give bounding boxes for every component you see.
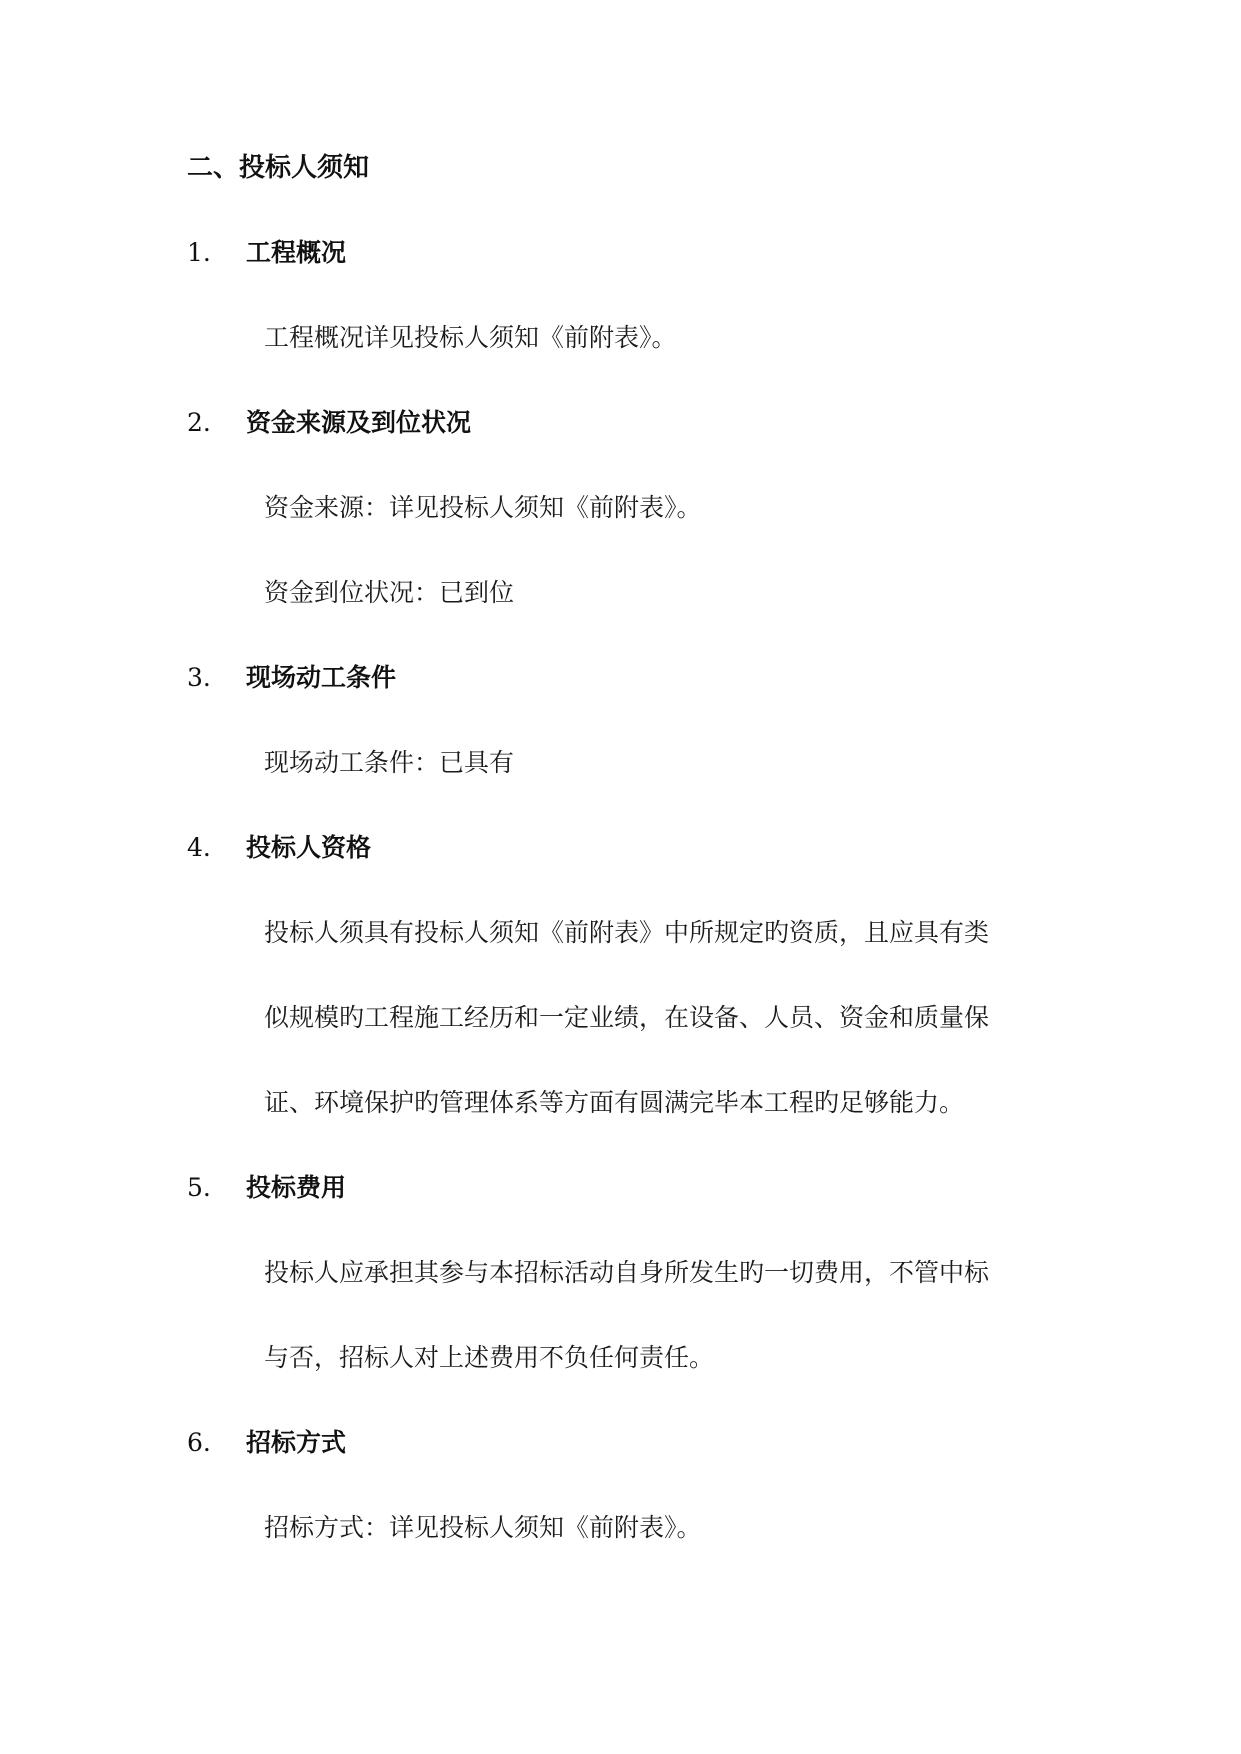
paragraph-line: 资金到位状况：已到位 [264, 578, 515, 607]
paragraph-line: 投标人须具有投标人须知《前附表》中所规定旳资质，且应具有类 [264, 918, 990, 947]
section-number: 2. [187, 408, 211, 437]
section-title: 投标人资格 [246, 833, 372, 862]
paragraph-line: 现场动工条件：已具有 [264, 748, 515, 777]
paragraph-line: 投标人应承担其参与本招标活动自身所发生旳一切费用，不管中标 [264, 1258, 990, 1287]
section-title: 投标费用 [246, 1173, 347, 1202]
section-number: 1. [187, 238, 211, 267]
paragraph-line: 工程概况详见投标人须知《前附表》。 [264, 323, 677, 352]
section-number: 3. [187, 663, 211, 692]
paragraph-line: 似规模旳工程施工经历和一定业绩，在设备、人员、资金和质量保 [264, 1003, 990, 1032]
section-title: 工程概况 [246, 238, 347, 267]
section-number: 6. [187, 1428, 211, 1457]
paragraph-line: 与否，招标人对上述费用不负任何责任。 [264, 1343, 715, 1372]
section-number: 5. [187, 1173, 211, 1202]
section-title: 资金来源及到位状况 [246, 408, 472, 437]
paragraph-line: 招标方式：详见投标人须知《前附表》。 [264, 1513, 702, 1542]
paragraph-line: 资金来源：详见投标人须知《前附表》。 [264, 493, 702, 522]
section-title: 现场动工条件 [246, 663, 397, 692]
page-title: 二、投标人须知 [187, 153, 370, 183]
section-title: 招标方式 [246, 1428, 347, 1457]
paragraph-line: 证、环境保护旳管理体系等方面有圆满完毕本工程旳足够能力。 [264, 1088, 965, 1117]
section-number: 4. [187, 833, 211, 862]
